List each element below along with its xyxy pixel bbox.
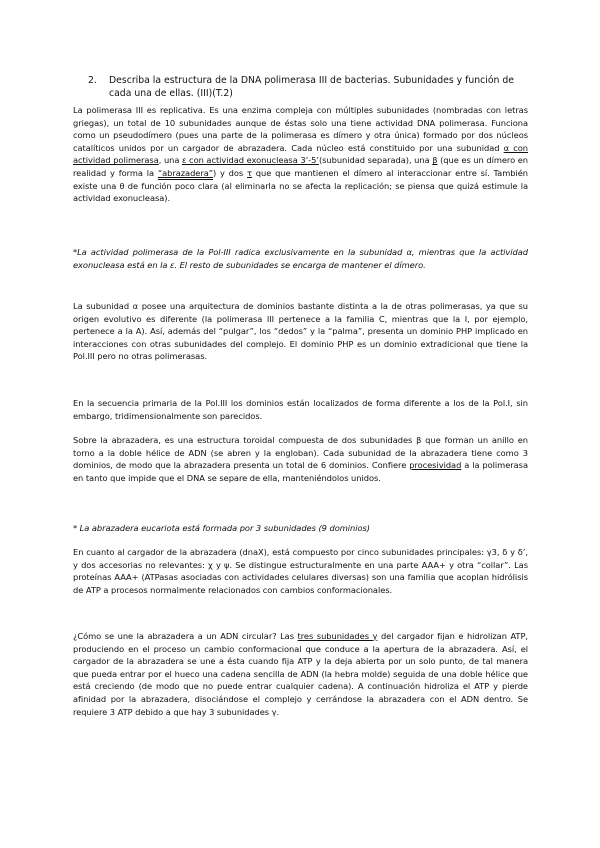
underlined-beta: β	[432, 155, 438, 166]
note-polymerase-activity: *La actividad polimerasa de la Pol-III radica exclusivamente en la subunidad α, mientras que la actividad exonucleasa está en la ε. El resto de subunidades se encarga de mantener el dímero.	[73, 247, 528, 270]
question-number: 2.	[88, 75, 97, 86]
underlined-processivity: procesividad	[409, 460, 462, 471]
underlined-alpha: α con actividad polimerasa	[73, 142, 528, 166]
paragraph-primary-sequence: En la secuencia primaria de la Pol.III los dominios están localizados de forma diferente a los de la Pol.I, sin embargo, tridimensionalmente son parecidos.	[73, 398, 528, 421]
paragraph-clamp: Sobre la abrazadera, es una estructura toroidal compuesta de dos subunidades β que forman un anillo en torno a la doble hélice de ADN (se abren y la engloban). Cada subunidad de la abrazadera tiene como 3 dominios, de modo que la abrazadera presenta un total de 6 dominios. Confiere procesividad a la polimerasa en tanto que impide que el DNA se separe de ella, manteniéndolos unidos.	[73, 435, 528, 483]
paragraph-clamp-loading: ¿Cómo se une la abrazadera a un ADN circular? Las tres subunidades γ del cargador fijan e hidrolizan ATP, produciendo en el proceso un cambio conformacional que conduce a la apertura de la abrazadera. Así, el cargador de la abrazadera se une a ésta cuando fija ATP y la deja abierta por un solo punto, de tal manera que pueda entrar por el hueco una cadena sencilla de ADN (la hebra molde) seguida de una doble hélice que está creciendo (de modo que no puede entrar cualquier cadena). A continuación hidroliza el ATP y pierde afinidad por la abrazadera, disociándose el complejo y cerrándose la abrazadera con el ADN dentro. Se requiere 3 ATP debido a que hay 3 subunidades γ.	[73, 631, 528, 717]
underlined-tau: τ	[247, 167, 252, 178]
underlined-clamp: “abrazadera”	[157, 167, 213, 178]
question-heading	[88, 74, 528, 100]
paragraph-alpha-subunit: La subunidad α posee una arquitectura de dominios bastante distinta a la de otras polimerasas, ya que su origen evolutivo es diferente (la polimerasa III pertenece a la familia C, mientras que la I, por ejemplo, pertenece a la A). Así, además del “pulgar”, los “dedos” y la “palma”, presenta un dominio PHP implicado en interacciones con otras subunidades del complejo. El dominio PHP es un dominio extradicional que tiene la Pol.III pero no otras polimerasas.	[73, 301, 528, 362]
underlined-epsilon: ε con actividad exonucleasa 3’-5’	[182, 155, 319, 166]
question-text: Describa la estructura de la DNA polimerasa III de bacterias. Subunidades y función de cada una de ellas. (III)(T.2)	[109, 75, 514, 99]
paragraph-clamp-loader: En cuanto al cargador de la abrazadera (dnaX), está compuesto por cinco subunidades principales: γ3, δ y δ’, y dos accesorias no relevantes: χ y ψ. Se distingue estructuralmente en una parte AAA+ y otra “collar”. Las proteínas AAA+ (ATPasas asociadas con actividades celulares diversas) son una familia que acoplan hidrólisis de ATP a procesos normalmente relacionados con cambios conformacionales.	[73, 547, 528, 595]
note-eukaryotic-clamp: * La abrazadera eucariota está formada por 3 subunidades (9 dominios)	[73, 523, 370, 533]
underlined-gamma-subunits: tres subunidades γ	[297, 631, 378, 641]
paragraph-polymerase-overview: La polimerasa III es replicativa. Es una enzima compleja con múltiples subunidades (nombradas con letras griegas), un total de 10 subunidades aunque de éstas solo una tiene actividad DNA polimerasa. Funciona como un pseudodímero (pues una parte de la polimerasa es dímero y otra única) formado por dos núcleos catalíticos unidos por un cargador de abrazadera. Cada núcleo está constituido por una subunidad α con actividad polimerasa, una ε con actividad exonucleasa 3’-5’(subunidad separada), una β (que es un dímero en realidad y forma la “abrazadera”) y dos τ que que mantienen el dímero al interaccionar entre sí. También existe una θ de función poco clara (al eliminarla no se afecta la replicación; se piensa que quizá estimule la actividad exonucleasa).	[73, 105, 528, 204]
